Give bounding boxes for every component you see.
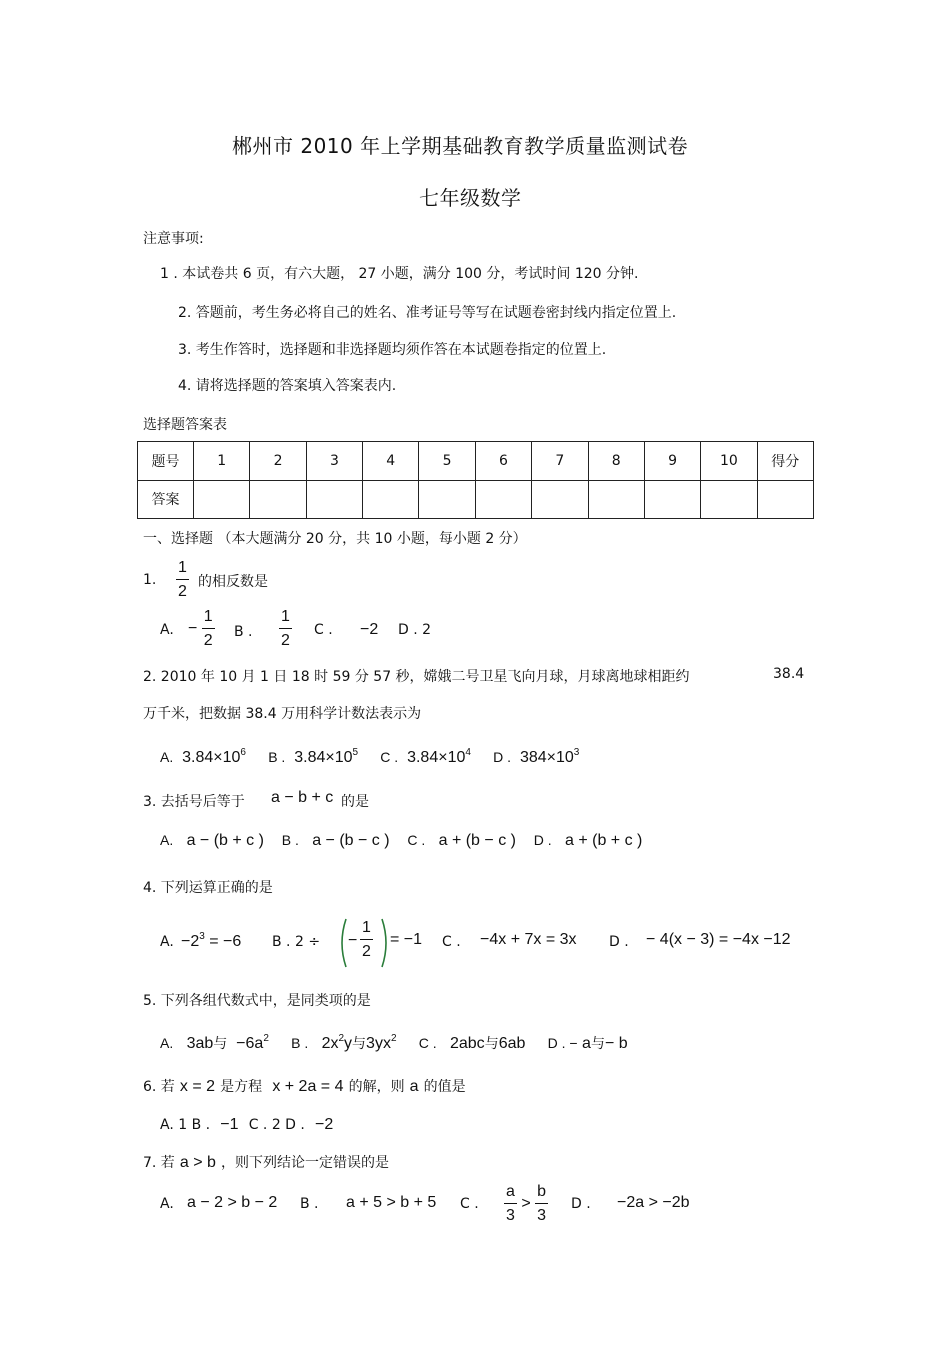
option-label: A.: [160, 934, 174, 950]
denominator: 3: [506, 1207, 515, 1224]
option-label: D .: [571, 1196, 591, 1212]
table-header-cell: 6: [475, 442, 531, 481]
notice-item: 1 . 本试卷共 6 页，有六大题， 27 小题，满分 100 分，考试时间 120 分钟.: [160, 266, 639, 282]
section-heading: 一、选择题 （本大题满分 20 分，共 10 小题，每小题 2 分）: [143, 531, 527, 547]
option-d-value: −2a > −2b: [617, 1194, 690, 1211]
table-header-cell: 2: [250, 442, 306, 481]
answer-cell[interactable]: [475, 480, 531, 519]
option-label: D .: [609, 934, 629, 950]
option-c-value: [504, 1184, 548, 1224]
conjunction: 与: [352, 1035, 367, 1051]
numerator: 1: [202, 609, 215, 629]
exponent: 4: [465, 747, 471, 758]
denominator: 2: [203, 632, 213, 649]
option-label: A.: [160, 749, 174, 765]
option-label: A.: [160, 622, 174, 638]
exponent: 3: [573, 747, 580, 758]
option-c-value: −4x + 7x = 3x: [480, 931, 577, 948]
option-d-value: −2: [315, 1116, 334, 1133]
answer-table: [137, 441, 814, 519]
answer-cell[interactable]: [250, 480, 306, 519]
question-line: [143, 1152, 389, 1172]
denominator: 3: [537, 1207, 547, 1224]
question-text: 3. 去括号后等于: [143, 794, 245, 810]
table-header-cell: 5: [419, 442, 475, 481]
page-subtitle: 七年级数学: [419, 186, 522, 210]
option-a-value: [188, 609, 215, 649]
option-label: A.: [160, 832, 174, 848]
option-d-value: − 4(x − 3) = −4x −12: [646, 931, 791, 948]
answer-cell[interactable]: [644, 480, 700, 519]
numerator: 1: [279, 609, 292, 629]
denominator: 2: [281, 632, 290, 649]
result: = −6: [209, 933, 242, 950]
option-label: A.: [160, 1196, 174, 1212]
options-row: [160, 747, 579, 767]
notice-item: 2. 答题前，考生务必将自己的姓名、准考证号等写在试题卷密封线内指定位置上.: [178, 305, 677, 321]
options-row: [160, 1033, 628, 1053]
page-title: 郴州市 2010 年上学期基础教育教学质量监测试卷: [232, 134, 689, 158]
answer-cell[interactable]: [194, 480, 250, 519]
option-b-value: a − (b − c ): [312, 832, 390, 849]
answer-table-caption: 选择题答案表: [143, 417, 227, 433]
numerator: 1: [176, 560, 189, 580]
option-label: D .: [493, 749, 512, 765]
option-label: B .: [268, 749, 286, 765]
option-label: D . 2: [398, 622, 432, 638]
question-text: 是方程: [220, 1079, 263, 1095]
option-b-value: −1: [220, 1116, 239, 1133]
question-text: 2. 2010 年 10 月 1 日 18 时 59 分 57 秒，嫦娥二号卫星飞向月球，月球离地球相距约: [143, 669, 690, 685]
answer-cell[interactable]: [588, 480, 644, 519]
notice-item: 4. 请将选择题的答案填入答案表内.: [178, 378, 397, 394]
option-label: C .: [460, 1196, 479, 1212]
question-text: 的解，则: [348, 1079, 405, 1095]
option-label: B .: [234, 624, 253, 640]
option-label: B .: [300, 1196, 319, 1212]
answer-cell[interactable]: [306, 480, 362, 519]
notice-item: 3. 考生作答时，选择题和非选择题均须作答在本试题卷指定的位置上.: [178, 342, 607, 358]
numerator: a: [504, 1184, 517, 1204]
table-header-cell: 10: [701, 442, 757, 481]
table-answer-row: [138, 480, 814, 519]
question-text: 万千米，把数据 38.4 万用科学计数法表示为: [143, 706, 422, 722]
greater-than: >: [521, 1195, 531, 1213]
answer-cell[interactable]: [363, 480, 419, 519]
table-header-cell: 1: [194, 442, 250, 481]
answer-cell[interactable]: [701, 480, 757, 519]
table-header-cell: 4: [363, 442, 419, 481]
option-b-result: = −1: [390, 931, 423, 948]
exponent: 6: [240, 747, 246, 758]
math-expression: a − b + c: [271, 789, 334, 806]
option-a-value: [181, 931, 241, 951]
question-line: [143, 1076, 466, 1096]
answer-cell[interactable]: [532, 480, 588, 519]
math-expression: a: [409, 1078, 419, 1095]
option-label: B . 2 ÷: [272, 934, 321, 950]
option-label: B .: [291, 1035, 309, 1051]
option-c-term2: 6ab: [498, 1035, 526, 1052]
exponent: 2: [390, 1033, 397, 1044]
table-header-cell: 7: [532, 442, 588, 481]
option-a-term2: −6a: [236, 1035, 264, 1052]
conjunction: 与: [590, 1035, 605, 1051]
question-text: 的值是: [423, 1079, 466, 1095]
option-label: A. 1 B .: [160, 1117, 211, 1133]
question-text: 的相反数是: [198, 574, 268, 590]
option-label: C .: [418, 1035, 437, 1051]
option-b-value: a + 5 > b + 5: [346, 1194, 437, 1211]
option-c-value: −2: [360, 621, 379, 638]
variable: y: [344, 1035, 353, 1052]
option-d-value: a + (b + c ): [564, 832, 643, 849]
option-a-value: a − (b + c ): [186, 832, 264, 849]
math-expression: x = 2: [179, 1078, 216, 1095]
exponent: 3: [199, 931, 205, 942]
question-text: 的是: [341, 794, 369, 810]
option-c-term1: 2abc: [449, 1035, 485, 1052]
option-label: C .: [442, 934, 461, 950]
table-header-cell: 3: [306, 442, 362, 481]
option-label: C . 2 D .: [248, 1117, 305, 1133]
question-text: 5. 下列各组代数式中，是同类项的是: [143, 993, 371, 1009]
option-d-term1: a: [582, 1035, 591, 1052]
option-b-term1: 2x: [321, 1035, 339, 1052]
options-row: [160, 832, 642, 850]
minus-sign: −: [348, 932, 358, 949]
option-label: D .: [533, 832, 552, 848]
score-cell[interactable]: [757, 480, 813, 519]
conjunction: 与: [484, 1035, 499, 1051]
fraction: [176, 560, 189, 600]
option-c-value: 3.84×10: [407, 749, 466, 766]
answer-cell[interactable]: [419, 480, 475, 519]
option-a-term1: 3ab: [186, 1035, 214, 1052]
option-d-term2: − b: [604, 1035, 628, 1052]
option-label: B .: [281, 832, 299, 848]
table-header-cell: 9: [644, 442, 700, 481]
option-d-value: 384×10: [519, 749, 574, 766]
denominator: 2: [362, 943, 371, 960]
base: −2: [181, 933, 200, 950]
option-label: A.: [160, 1035, 174, 1051]
option-label: C .: [380, 749, 399, 765]
minus-sign: −: [188, 620, 198, 638]
conjunction: 与: [213, 1035, 228, 1051]
exponent: 5: [352, 747, 359, 758]
option-label: C .: [314, 622, 333, 638]
numerator: 1: [360, 920, 373, 940]
question-text: 38.4: [773, 666, 805, 682]
option-b-value: [279, 609, 292, 649]
question-text: 6. 若: [143, 1079, 175, 1095]
table-header-cell: 8: [588, 442, 644, 481]
option-label: D . −: [547, 1035, 578, 1051]
exponent: 2: [263, 1033, 269, 1044]
math-expression: a > b: [179, 1154, 216, 1171]
option-label: C .: [407, 832, 426, 848]
options-row: [160, 1114, 333, 1134]
notice-heading: 注意事项:: [143, 231, 204, 247]
option-c-value: a + (b − c ): [438, 832, 516, 849]
question-text: 4. 下列运算正确的是: [143, 880, 273, 896]
option-a-value: a − 2 > b − 2: [187, 1194, 278, 1211]
numerator: b: [535, 1184, 548, 1204]
question-text: 7. 若: [143, 1155, 175, 1171]
question-text: ，则下列结论一定错误的是: [221, 1155, 390, 1171]
exponent: 2: [338, 1033, 345, 1044]
table-row-label: 答案: [138, 480, 194, 519]
table-header-cell: 题号: [138, 442, 194, 481]
option-b-term2: 3yx: [366, 1035, 391, 1052]
denominator: 2: [178, 583, 187, 600]
table-header-cell: 得分: [757, 442, 813, 481]
math-expression: x + 2a = 4: [272, 1078, 344, 1095]
option-a-value: 3.84×10: [182, 749, 241, 766]
question-number: 1.: [143, 572, 157, 588]
option-b-value: 3.84×10: [294, 749, 353, 766]
table-header-row: [138, 442, 814, 481]
